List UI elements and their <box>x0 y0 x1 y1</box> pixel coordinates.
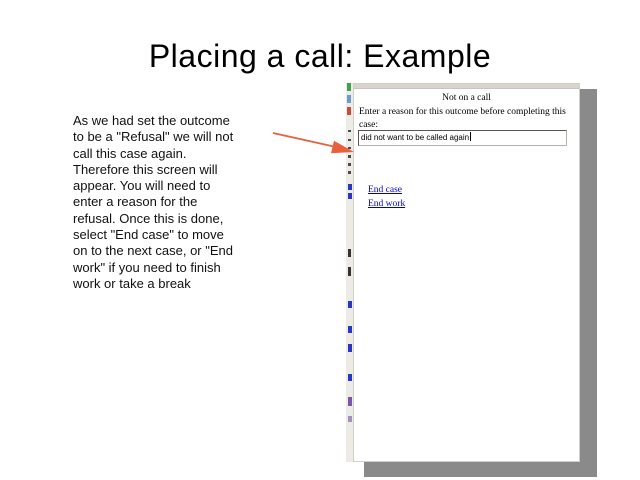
paragraph-line: enter a reason for the <box>73 194 198 210</box>
paragraph-line: work" if you need to finish <box>73 259 221 275</box>
paragraph-line: call this case again. <box>73 145 187 161</box>
text-caret <box>470 132 471 141</box>
window-edge-fragment-red <box>347 107 351 115</box>
paragraph-line: appear. You will need to <box>73 178 211 194</box>
window-edge-fragment <box>348 397 352 406</box>
reason-input-value: did not want to be called again <box>361 133 470 142</box>
explanation-paragraph <box>73 113 273 292</box>
paragraph-line: on to the next case, or "End <box>73 243 233 259</box>
window-edge-fragment <box>348 184 352 190</box>
paragraph-line: work or take a break <box>73 275 191 291</box>
paragraph-line: refusal. Once this is done, <box>73 210 224 226</box>
screenshot-prompt <box>359 106 575 132</box>
paragraph-line: select "End case" to move <box>73 227 224 243</box>
window-top-edge <box>354 84 579 89</box>
window-edge-fragment <box>348 326 352 333</box>
window-edge-fragment <box>348 249 351 257</box>
paragraph-line: As we had set the outcome <box>73 113 230 128</box>
paragraph-line: Therefore this screen will <box>73 161 218 177</box>
window-edge-fragment <box>348 147 351 149</box>
window-edge-fragment-blue <box>347 95 351 103</box>
window-edge-fragment <box>348 155 351 158</box>
window-edge-fragment <box>348 193 352 199</box>
prompt-line: case: <box>359 120 378 130</box>
reason-input[interactable] <box>358 130 567 146</box>
window-edge-fragment <box>348 139 351 141</box>
paragraph-line: to be a "Refusal" we will not <box>73 129 234 145</box>
window-edge-fragment <box>348 171 351 174</box>
screenshot-panel <box>353 83 580 462</box>
screenshot-links <box>368 183 405 211</box>
prompt-line: Enter a reason for this outcome before completing this <box>359 107 566 117</box>
window-edge-fragment <box>348 267 351 276</box>
page-title: Placing a call: Example <box>148 38 492 74</box>
end-work-link[interactable]: End work <box>368 199 406 209</box>
window-edge-fragment <box>348 301 352 308</box>
window-edge-fragment <box>348 163 351 166</box>
window-edge-fragment <box>348 416 352 422</box>
end-case-link[interactable]: End case <box>368 185 403 195</box>
window-edge-fragment <box>348 344 352 352</box>
screenshot-heading: Not on a call <box>442 93 491 103</box>
window-edge-fragment <box>348 130 351 132</box>
window-edge-fragment <box>348 374 352 381</box>
window-edge-fragment-green <box>347 83 351 91</box>
